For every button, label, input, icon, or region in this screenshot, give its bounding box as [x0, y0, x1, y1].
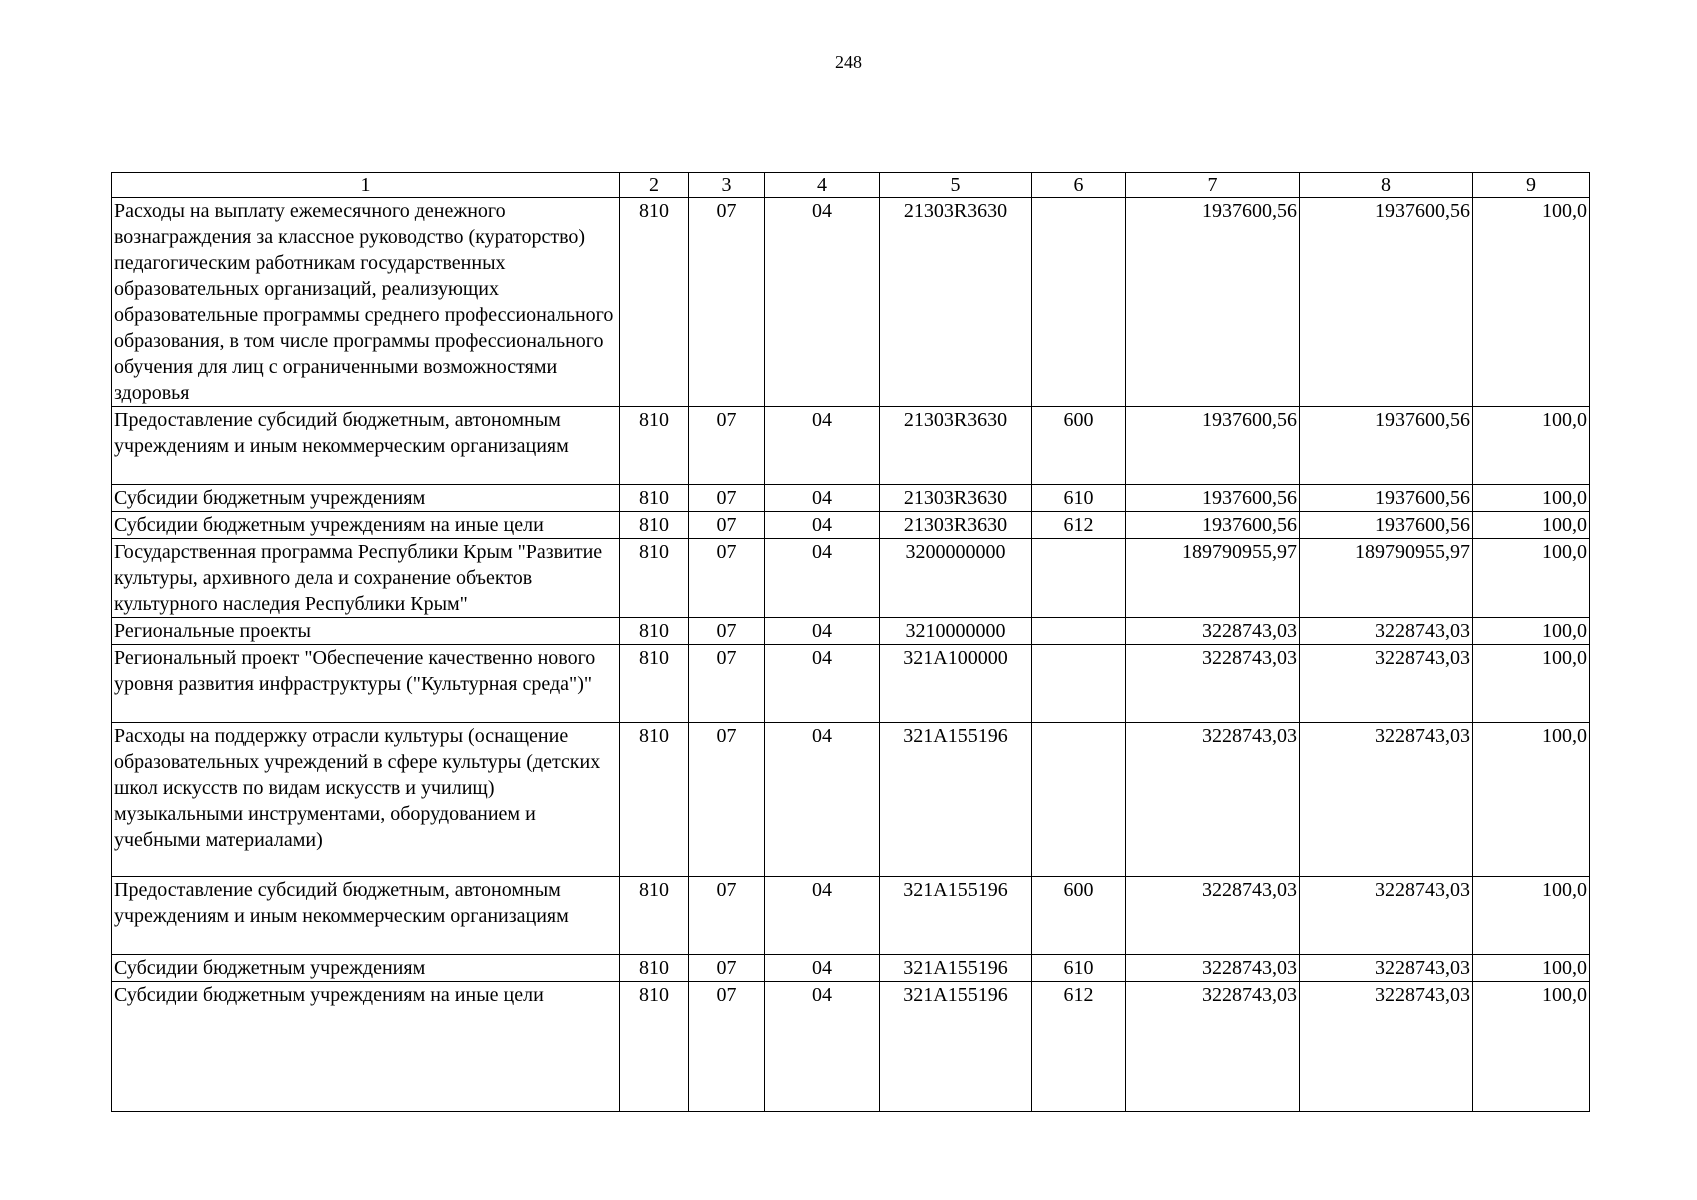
cell-amount-executed: 189790955,97: [1300, 539, 1473, 618]
cell-ministry-code: 810: [620, 407, 689, 485]
page-number: 248: [835, 52, 862, 72]
cell-expense-type: [1032, 618, 1126, 645]
cell-subsection-code: 04: [765, 645, 880, 723]
column-header-9: 9: [1473, 173, 1590, 198]
cell-amount-executed: 1937600,56: [1300, 198, 1473, 407]
cell-percent: 100,0: [1473, 982, 1590, 1112]
table-row: [112, 512, 1590, 539]
table-row: [112, 982, 1590, 1112]
cell-target-article: 21303R3630: [880, 485, 1032, 512]
table-row: [112, 955, 1590, 982]
row-name: Предоставление субсидий бюджетным, автономным учреждениям и иным некоммерческим организациям: [112, 407, 620, 485]
cell-subsection-code: 04: [765, 982, 880, 1112]
row-name: Предоставление субсидий бюджетным, автономным учреждениям и иным некоммерческим организациям: [112, 877, 620, 955]
cell-ministry-code: 810: [620, 955, 689, 982]
row-name: Субсидии бюджетным учреждениям: [112, 955, 620, 982]
cell-amount-planned: 3228743,03: [1126, 982, 1300, 1112]
cell-percent: 100,0: [1473, 407, 1590, 485]
cell-ministry-code: 810: [620, 982, 689, 1112]
column-header-2: 2: [620, 173, 689, 198]
row-name: Расходы на поддержку отрасли культуры (оснащение образовательных учреждений в сфере культуры (детских школ искусств по видам искусств и училищ) музыкальными инструментами, оборудованием и учебными материалами): [112, 723, 620, 877]
cell-target-article: 321A100000: [880, 645, 1032, 723]
cell-subsection-code: 04: [765, 407, 880, 485]
cell-section-code: 07: [689, 723, 765, 877]
cell-percent: 100,0: [1473, 485, 1590, 512]
cell-target-article: 21303R3630: [880, 407, 1032, 485]
cell-percent: 100,0: [1473, 512, 1590, 539]
cell-target-article: 321A155196: [880, 982, 1032, 1112]
row-name: Региональный проект "Обеспечение качественно нового уровня развития инфраструктуры ("Культурная среда")": [112, 645, 620, 723]
cell-subsection-code: 04: [765, 877, 880, 955]
cell-amount-planned: 189790955,97: [1126, 539, 1300, 618]
cell-amount-planned: 3228743,03: [1126, 645, 1300, 723]
cell-subsection-code: 04: [765, 485, 880, 512]
cell-expense-type: 612: [1032, 982, 1126, 1112]
cell-amount-planned: 3228743,03: [1126, 723, 1300, 877]
cell-ministry-code: 810: [620, 645, 689, 723]
cell-section-code: 07: [689, 955, 765, 982]
cell-ministry-code: 810: [620, 618, 689, 645]
cell-amount-planned: 1937600,56: [1126, 485, 1300, 512]
row-name: Расходы на выплату ежемесячного денежного вознаграждения за классное руководство (кураторство) педагогическим работникам государственных образовательных организаций, реализующих образовательные программы среднего профессионального образования, в том числе программы профессионального обучения для лиц с ограниченными возможностями здоровья: [112, 198, 620, 407]
cell-section-code: 07: [689, 645, 765, 723]
cell-amount-planned: 1937600,56: [1126, 407, 1300, 485]
column-header-8: 8: [1300, 173, 1473, 198]
cell-amount-executed: 3228743,03: [1300, 877, 1473, 955]
cell-expense-type: 612: [1032, 512, 1126, 539]
row-name: Государственная программа Республики Крым "Развитие культуры, архивного дела и сохранение объектов культурного наследия Республики Крым": [112, 539, 620, 618]
cell-percent: 100,0: [1473, 198, 1590, 407]
column-header-3: 3: [689, 173, 765, 198]
cell-amount-planned: 3228743,03: [1126, 877, 1300, 955]
cell-section-code: 07: [689, 407, 765, 485]
cell-ministry-code: 810: [620, 877, 689, 955]
table-row: [112, 198, 1590, 407]
cell-section-code: 07: [689, 877, 765, 955]
cell-target-article: 21303R3630: [880, 512, 1032, 539]
cell-target-article: 321A155196: [880, 723, 1032, 877]
cell-subsection-code: 04: [765, 539, 880, 618]
cell-subsection-code: 04: [765, 723, 880, 877]
row-name: Субсидии бюджетным учреждениям на иные цели: [112, 982, 620, 1112]
cell-amount-planned: 3228743,03: [1126, 955, 1300, 982]
cell-section-code: 07: [689, 485, 765, 512]
cell-section-code: 07: [689, 539, 765, 618]
table-row: [112, 877, 1590, 955]
cell-ministry-code: 810: [620, 723, 689, 877]
column-header-4: 4: [765, 173, 880, 198]
cell-subsection-code: 04: [765, 198, 880, 407]
row-name: Региональные проекты: [112, 618, 620, 645]
cell-amount-executed: 1937600,56: [1300, 512, 1473, 539]
column-header-6: 6: [1032, 173, 1126, 198]
table-header-row: [112, 173, 1590, 198]
budget-table: [111, 172, 1590, 1112]
cell-amount-executed: 3228743,03: [1300, 982, 1473, 1112]
cell-expense-type: [1032, 198, 1126, 407]
cell-subsection-code: 04: [765, 512, 880, 539]
table-row: [112, 485, 1590, 512]
cell-expense-type: 600: [1032, 407, 1126, 485]
cell-subsection-code: 04: [765, 618, 880, 645]
column-header-5: 5: [880, 173, 1032, 198]
cell-expense-type: 610: [1032, 955, 1126, 982]
cell-percent: 100,0: [1473, 877, 1590, 955]
table-row: [112, 407, 1590, 485]
cell-expense-type: [1032, 723, 1126, 877]
cell-section-code: 07: [689, 618, 765, 645]
cell-expense-type: [1032, 539, 1126, 618]
cell-amount-executed: 3228743,03: [1300, 618, 1473, 645]
cell-amount-executed: 1937600,56: [1300, 485, 1473, 512]
cell-section-code: 07: [689, 512, 765, 539]
cell-target-article: 321A155196: [880, 955, 1032, 982]
cell-expense-type: 610: [1032, 485, 1126, 512]
cell-target-article: 21303R3630: [880, 198, 1032, 407]
table-row: [112, 723, 1590, 877]
row-name: Субсидии бюджетным учреждениям: [112, 485, 620, 512]
cell-percent: 100,0: [1473, 539, 1590, 618]
table-row: [112, 618, 1590, 645]
cell-amount-executed: 3228743,03: [1300, 645, 1473, 723]
cell-amount-executed: 1937600,56: [1300, 407, 1473, 485]
row-name: Субсидии бюджетным учреждениям на иные цели: [112, 512, 620, 539]
cell-ministry-code: 810: [620, 539, 689, 618]
cell-amount-executed: 3228743,03: [1300, 955, 1473, 982]
cell-amount-planned: 1937600,56: [1126, 198, 1300, 407]
cell-amount-planned: 3228743,03: [1126, 618, 1300, 645]
cell-section-code: 07: [689, 982, 765, 1112]
cell-percent: 100,0: [1473, 723, 1590, 877]
cell-expense-type: 600: [1032, 877, 1126, 955]
column-header-1: 1: [112, 173, 620, 198]
cell-percent: 100,0: [1473, 645, 1590, 723]
cell-percent: 100,0: [1473, 618, 1590, 645]
table-row: [112, 645, 1590, 723]
cell-amount-executed: 3228743,03: [1300, 723, 1473, 877]
table-row: [112, 539, 1590, 618]
cell-expense-type: [1032, 645, 1126, 723]
cell-amount-planned: 1937600,56: [1126, 512, 1300, 539]
cell-ministry-code: 810: [620, 198, 689, 407]
cell-target-article: 3210000000: [880, 618, 1032, 645]
cell-target-article: 321A155196: [880, 877, 1032, 955]
column-header-7: 7: [1126, 173, 1300, 198]
cell-ministry-code: 810: [620, 512, 689, 539]
cell-section-code: 07: [689, 198, 765, 407]
cell-target-article: 3200000000: [880, 539, 1032, 618]
cell-ministry-code: 810: [620, 485, 689, 512]
cell-subsection-code: 04: [765, 955, 880, 982]
cell-percent: 100,0: [1473, 955, 1590, 982]
